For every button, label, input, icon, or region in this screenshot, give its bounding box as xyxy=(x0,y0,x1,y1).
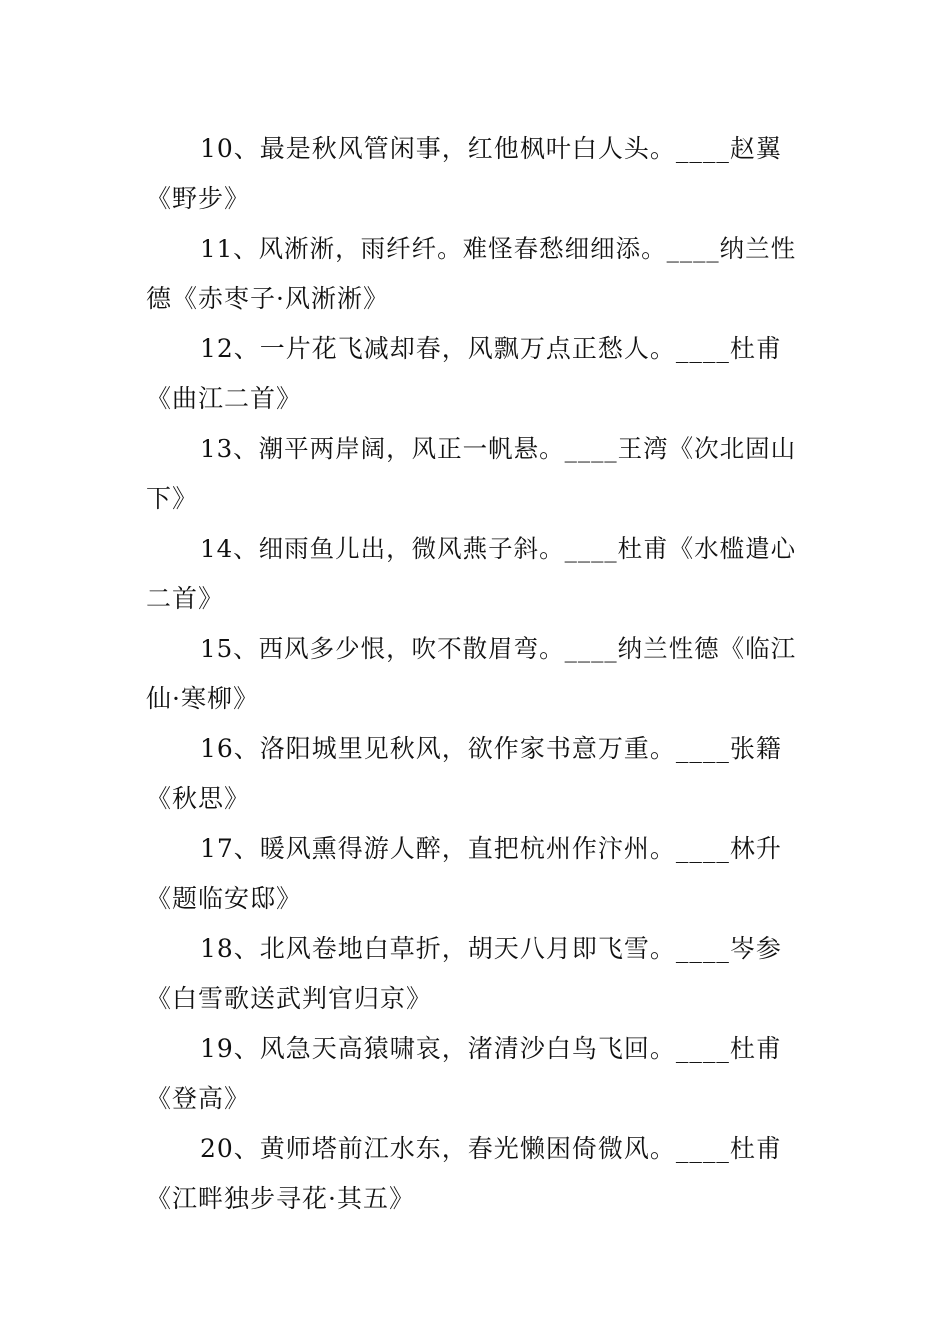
verse-line: 10、最是秋风管闲事，红他枫叶白人头。____赵翼 xyxy=(200,134,782,163)
poem-list xyxy=(146,126,806,1226)
verse-source: 《野步》 xyxy=(146,184,251,213)
list-item xyxy=(146,226,806,326)
verse-line: 17、暖风熏得游人醉，直把杭州作汴州。____林升 xyxy=(200,834,782,863)
verse-line: 16、洛阳城里见秋风，欲作家书意万重。____张籍 xyxy=(200,734,782,763)
list-item xyxy=(146,126,806,226)
list-item xyxy=(146,1026,806,1126)
verse-source: 德《赤枣子·风淅淅》 xyxy=(146,284,389,313)
verse-line: 18、北风卷地白草折，胡天八月即飞雪。____岑参 xyxy=(200,934,782,963)
list-item xyxy=(146,526,806,626)
verse-line: 20、黄师塔前江水东，春光懒困倚微风。____杜甫 xyxy=(200,1134,782,1163)
verse-source: 仙·寒柳》 xyxy=(146,684,259,713)
verse-line: 11、风淅淅，雨纤纤。难怪春愁细细添。____纳兰性 xyxy=(200,234,797,263)
verse-line: 12、一片花飞减却春，风飘万点正愁人。____杜甫 xyxy=(200,334,782,363)
verse-line: 14、细雨鱼儿出，微风燕子斜。____杜甫《水槛遣心 xyxy=(200,534,797,563)
list-item xyxy=(146,326,806,426)
verse-line: 15、西风多少恨，吹不散眉弯。____纳兰性德《临江 xyxy=(200,634,797,663)
verse-source: 《登高》 xyxy=(146,1084,251,1113)
verse-source: 《曲江二首》 xyxy=(146,384,303,413)
list-item xyxy=(146,926,806,1026)
list-item xyxy=(146,426,806,526)
list-item xyxy=(146,626,806,726)
list-item xyxy=(146,826,806,926)
verse-source: 下》 xyxy=(146,484,199,513)
verse-source: 《题临安邸》 xyxy=(146,884,303,913)
list-item xyxy=(146,726,806,826)
verse-source: 《秋思》 xyxy=(146,784,251,813)
verse-line: 19、风急天高猿啸哀，渚清沙白鸟飞回。____杜甫 xyxy=(200,1034,782,1063)
list-item xyxy=(146,1126,806,1226)
verse-source: 《江畔独步寻花·其五》 xyxy=(146,1184,415,1213)
verse-line: 13、潮平两岸阔，风正一帆悬。____王湾《次北固山 xyxy=(200,434,797,463)
verse-source: 《白雪歌送武判官归京》 xyxy=(146,984,433,1013)
verse-source: 二首》 xyxy=(146,584,225,613)
